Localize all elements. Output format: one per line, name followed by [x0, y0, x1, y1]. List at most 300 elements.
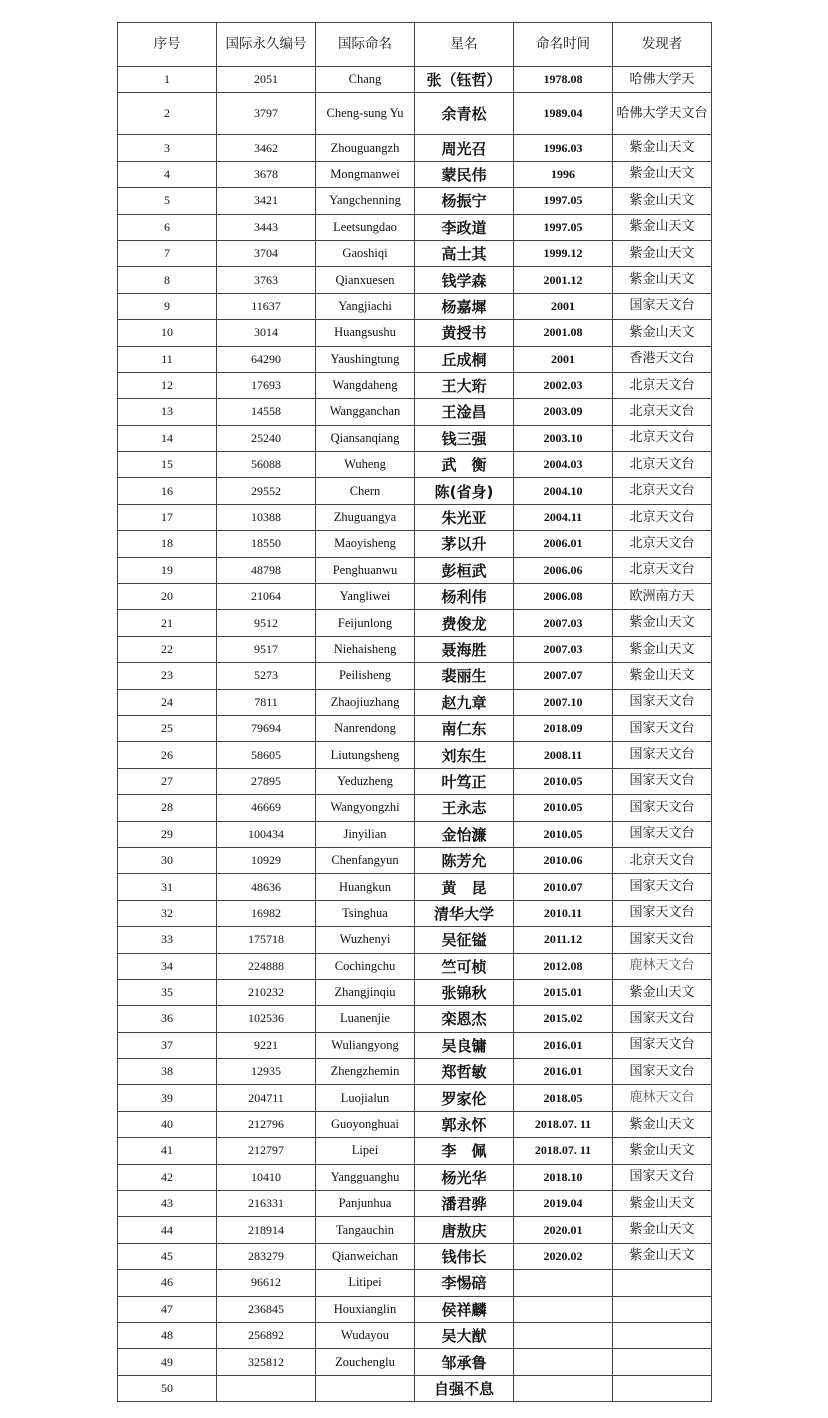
cell-discoverer: 紫金山天文: [613, 1138, 712, 1164]
cell-naming-date: 1978.08: [514, 67, 613, 93]
cell-international-name: Wuzhenyi: [316, 927, 415, 953]
cell-discoverer: 北京天文台: [613, 557, 712, 583]
cell-discoverer: 北京天文台: [613, 504, 712, 530]
cell-discoverer: 紫金山天文: [613, 1217, 712, 1243]
cell-international-name: Lipei: [316, 1138, 415, 1164]
cell-index: 22: [118, 636, 217, 662]
cell-index: 1: [118, 67, 217, 93]
cell-naming-date: 1989.04: [514, 93, 613, 135]
cell-index: 13: [118, 399, 217, 425]
cell-star-name: 清华大学: [415, 900, 514, 926]
cell-naming-date: 2007.10: [514, 689, 613, 715]
cell-star-name: 郑哲敏: [415, 1059, 514, 1085]
cell-naming-date: 2010.05: [514, 768, 613, 794]
cell-discoverer: 北京天文台: [613, 847, 712, 873]
cell-discoverer: 紫金山天文: [613, 1243, 712, 1269]
cell-index: 29: [118, 821, 217, 847]
table-row: [118, 372, 712, 398]
table-row: [118, 557, 712, 583]
cell-permanent-number: 58605: [217, 742, 316, 768]
cell-index: 32: [118, 900, 217, 926]
cell-naming-date: [514, 1375, 613, 1401]
cell-international-name: Zhangjinqiu: [316, 979, 415, 1005]
cell-star-name: 杨利伟: [415, 584, 514, 610]
cell-naming-date: 2016.01: [514, 1032, 613, 1058]
cell-permanent-number: 212796: [217, 1111, 316, 1137]
cell-discoverer: 紫金山天文: [613, 161, 712, 187]
cell-naming-date: 2010.05: [514, 795, 613, 821]
cell-naming-date: 1996.03: [514, 135, 613, 161]
cell-star-name: 潘君骅: [415, 1191, 514, 1217]
cell-permanent-number: 25240: [217, 425, 316, 451]
cell-index: 21: [118, 610, 217, 636]
cell-discoverer: 国家天文台: [613, 1032, 712, 1058]
cell-star-name: 裴丽生: [415, 663, 514, 689]
cell-star-name: 钱三强: [415, 425, 514, 451]
cell-naming-date: [514, 1322, 613, 1348]
table-row: [118, 610, 712, 636]
cell-naming-date: 2016.01: [514, 1059, 613, 1085]
cell-discoverer: 国家天文台: [613, 874, 712, 900]
cell-star-name: 聂海胜: [415, 636, 514, 662]
asteroid-naming-table: [117, 22, 712, 1402]
cell-international-name: Huangkun: [316, 874, 415, 900]
table-row: [118, 188, 712, 214]
cell-naming-date: 1999.12: [514, 240, 613, 266]
cell-star-name: 武 衡: [415, 452, 514, 478]
cell-index: 41: [118, 1138, 217, 1164]
table-row: [118, 1296, 712, 1322]
cell-star-name: 杨光华: [415, 1164, 514, 1190]
cell-permanent-number: 17693: [217, 372, 316, 398]
table-row: [118, 161, 712, 187]
cell-permanent-number: 224888: [217, 953, 316, 979]
table-row: [118, 953, 712, 979]
cell-international-name: Cochingchu: [316, 953, 415, 979]
cell-discoverer: 紫金山天文: [613, 240, 712, 266]
cell-star-name: 钱学森: [415, 267, 514, 293]
cell-permanent-number: 3704: [217, 240, 316, 266]
table-row: [118, 1270, 712, 1296]
cell-discoverer: 国家天文台: [613, 768, 712, 794]
table-row: [118, 531, 712, 557]
cell-permanent-number: 96612: [217, 1270, 316, 1296]
table-row: [118, 67, 712, 93]
table-row: [118, 504, 712, 530]
cell-permanent-number: 29552: [217, 478, 316, 504]
cell-star-name: 张（钰哲）: [415, 67, 514, 93]
cell-permanent-number: 236845: [217, 1296, 316, 1322]
cell-international-name: Leetsungdao: [316, 214, 415, 240]
cell-naming-date: 2012.08: [514, 953, 613, 979]
cell-star-name: 丘成桐: [415, 346, 514, 372]
cell-international-name: Jinyilian: [316, 821, 415, 847]
cell-naming-date: 2001.12: [514, 267, 613, 293]
header-international-name: 国际命名: [316, 23, 415, 67]
cell-naming-date: [514, 1349, 613, 1375]
cell-naming-date: 2010.11: [514, 900, 613, 926]
cell-index: 4: [118, 161, 217, 187]
table-row: [118, 135, 712, 161]
cell-permanent-number: 10929: [217, 847, 316, 873]
cell-star-name: 竺可桢: [415, 953, 514, 979]
cell-star-name: 吴大猷: [415, 1322, 514, 1348]
cell-international-name: Qianweichan: [316, 1243, 415, 1269]
cell-discoverer: 鹿林天文台: [613, 1085, 712, 1111]
cell-permanent-number: 27895: [217, 768, 316, 794]
cell-international-name: Feijunlong: [316, 610, 415, 636]
cell-international-name: Qianxuesen: [316, 267, 415, 293]
cell-index: 23: [118, 663, 217, 689]
table-row: [118, 742, 712, 768]
cell-naming-date: 2001: [514, 293, 613, 319]
cell-naming-date: 2018.09: [514, 715, 613, 741]
cell-star-name: 唐敖庆: [415, 1217, 514, 1243]
table-row: [118, 1006, 712, 1032]
cell-star-name: 侯祥麟: [415, 1296, 514, 1322]
cell-index: 17: [118, 504, 217, 530]
cell-star-name: 金怡濂: [415, 821, 514, 847]
cell-permanent-number: 18550: [217, 531, 316, 557]
table-row: [118, 768, 712, 794]
cell-international-name: Tsinghua: [316, 900, 415, 926]
cell-permanent-number: 216331: [217, 1191, 316, 1217]
cell-naming-date: 2020.02: [514, 1243, 613, 1269]
cell-international-name: Zhouguangzh: [316, 135, 415, 161]
cell-permanent-number: 79694: [217, 715, 316, 741]
table-row: [118, 1032, 712, 1058]
cell-discoverer: [613, 1349, 712, 1375]
cell-international-name: Wudayou: [316, 1322, 415, 1348]
cell-discoverer: [613, 1296, 712, 1322]
cell-discoverer: 国家天文台: [613, 1059, 712, 1085]
cell-international-name: Gaoshiqi: [316, 240, 415, 266]
cell-international-name: Wuheng: [316, 452, 415, 478]
cell-international-name: Cheng-sung Yu: [316, 93, 415, 135]
cell-international-name: Maoyisheng: [316, 531, 415, 557]
cell-naming-date: [514, 1296, 613, 1322]
cell-index: 49: [118, 1349, 217, 1375]
cell-naming-date: [514, 1270, 613, 1296]
cell-discoverer: 国家天文台: [613, 821, 712, 847]
cell-index: 8: [118, 267, 217, 293]
cell-discoverer: 欧洲南方天: [613, 584, 712, 610]
cell-permanent-number: 3763: [217, 267, 316, 293]
cell-star-name: 刘东生: [415, 742, 514, 768]
cell-permanent-number: 100434: [217, 821, 316, 847]
cell-star-name: 朱光亚: [415, 504, 514, 530]
cell-naming-date: 2007.03: [514, 636, 613, 662]
cell-international-name: Yeduzheng: [316, 768, 415, 794]
cell-discoverer: 北京天文台: [613, 372, 712, 398]
cell-discoverer: 紫金山天文: [613, 979, 712, 1005]
cell-permanent-number: 102536: [217, 1006, 316, 1032]
cell-index: 10: [118, 320, 217, 346]
cell-international-name: Mongmanwei: [316, 161, 415, 187]
cell-index: 5: [118, 188, 217, 214]
cell-naming-date: 1997.05: [514, 214, 613, 240]
cell-naming-date: 2006.08: [514, 584, 613, 610]
cell-international-name: Wangyongzhi: [316, 795, 415, 821]
cell-permanent-number: 210232: [217, 979, 316, 1005]
cell-naming-date: 2015.01: [514, 979, 613, 1005]
cell-international-name: Niehaisheng: [316, 636, 415, 662]
cell-index: 25: [118, 715, 217, 741]
cell-discoverer: [613, 1322, 712, 1348]
table-row: [118, 1375, 712, 1401]
table-row: [118, 1111, 712, 1137]
cell-naming-date: 2002.03: [514, 372, 613, 398]
cell-naming-date: 1997.05: [514, 188, 613, 214]
cell-international-name: Yangliwei: [316, 584, 415, 610]
cell-index: 48: [118, 1322, 217, 1348]
table-row: [118, 452, 712, 478]
cell-index: 35: [118, 979, 217, 1005]
cell-permanent-number: 46669: [217, 795, 316, 821]
cell-discoverer: 哈佛大学天: [613, 67, 712, 93]
table-row: [118, 663, 712, 689]
cell-naming-date: 2006.06: [514, 557, 613, 583]
table-header: [118, 23, 712, 67]
cell-international-name: Luanenjie: [316, 1006, 415, 1032]
cell-permanent-number: 11637: [217, 293, 316, 319]
cell-index: 26: [118, 742, 217, 768]
cell-permanent-number: 3443: [217, 214, 316, 240]
table-row: [118, 584, 712, 610]
cell-international-name: Houxianglin: [316, 1296, 415, 1322]
cell-star-name: 王淦昌: [415, 399, 514, 425]
cell-international-name: Guoyonghuai: [316, 1111, 415, 1137]
table-row: [118, 636, 712, 662]
table-row: [118, 1322, 712, 1348]
cell-index: 14: [118, 425, 217, 451]
table-row: [118, 874, 712, 900]
header-permanent-number: 国际永久编号: [217, 23, 316, 67]
cell-star-name: 彭桓武: [415, 557, 514, 583]
cell-discoverer: 北京天文台: [613, 425, 712, 451]
cell-index: 12: [118, 372, 217, 398]
cell-naming-date: 2018.07. 11: [514, 1138, 613, 1164]
table-body: [118, 67, 712, 1402]
cell-index: 46: [118, 1270, 217, 1296]
table-row: [118, 93, 712, 135]
cell-star-name: 赵九章: [415, 689, 514, 715]
cell-star-name: 高士其: [415, 240, 514, 266]
cell-index: 50: [118, 1375, 217, 1401]
cell-permanent-number: 218914: [217, 1217, 316, 1243]
cell-permanent-number: 7811: [217, 689, 316, 715]
cell-international-name: Chenfangyun: [316, 847, 415, 873]
cell-naming-date: 2011.12: [514, 927, 613, 953]
cell-index: 6: [118, 214, 217, 240]
table-row: [118, 425, 712, 451]
cell-naming-date: 2010.06: [514, 847, 613, 873]
table-row: [118, 821, 712, 847]
cell-index: 28: [118, 795, 217, 821]
cell-star-name: 吴征镒: [415, 927, 514, 953]
table-row: [118, 847, 712, 873]
cell-permanent-number: 283279: [217, 1243, 316, 1269]
cell-naming-date: 2001: [514, 346, 613, 372]
table-row: [118, 346, 712, 372]
cell-naming-date: 2003.09: [514, 399, 613, 425]
cell-discoverer: 国家天文台: [613, 742, 712, 768]
cell-index: 34: [118, 953, 217, 979]
cell-permanent-number: 175718: [217, 927, 316, 953]
cell-star-name: 叶笃正: [415, 768, 514, 794]
cell-international-name: Wangganchan: [316, 399, 415, 425]
cell-star-name: 陈(省身): [415, 478, 514, 504]
table-row: [118, 240, 712, 266]
cell-star-name: 蒙民伟: [415, 161, 514, 187]
table-row: [118, 1243, 712, 1269]
cell-index: 44: [118, 1217, 217, 1243]
cell-index: 7: [118, 240, 217, 266]
cell-discoverer: [613, 1375, 712, 1401]
cell-discoverer: 哈佛大学天文台: [613, 93, 712, 135]
cell-international-name: Chern: [316, 478, 415, 504]
cell-star-name: 自强不息: [415, 1375, 514, 1401]
table-row: [118, 1138, 712, 1164]
cell-star-name: 余青松: [415, 93, 514, 135]
cell-discoverer: 国家天文台: [613, 293, 712, 319]
cell-index: 3: [118, 135, 217, 161]
cell-permanent-number: 256892: [217, 1322, 316, 1348]
cell-naming-date: 2007.07: [514, 663, 613, 689]
cell-index: 39: [118, 1085, 217, 1111]
cell-star-name: 张锦秋: [415, 979, 514, 1005]
cell-index: 40: [118, 1111, 217, 1137]
cell-permanent-number: 10410: [217, 1164, 316, 1190]
cell-index: 9: [118, 293, 217, 319]
cell-index: 45: [118, 1243, 217, 1269]
cell-permanent-number: 212797: [217, 1138, 316, 1164]
cell-discoverer: [613, 1270, 712, 1296]
cell-permanent-number: 325812: [217, 1349, 316, 1375]
cell-permanent-number: 48798: [217, 557, 316, 583]
table-row: [118, 927, 712, 953]
cell-permanent-number: 204711: [217, 1085, 316, 1111]
cell-discoverer: 北京天文台: [613, 452, 712, 478]
cell-index: 43: [118, 1191, 217, 1217]
cell-index: 38: [118, 1059, 217, 1085]
cell-discoverer: 国家天文台: [613, 795, 712, 821]
cell-star-name: 杨嘉墀: [415, 293, 514, 319]
cell-international-name: Litipei: [316, 1270, 415, 1296]
header-index: 序号: [118, 23, 217, 67]
table-row: [118, 1164, 712, 1190]
cell-index: 16: [118, 478, 217, 504]
cell-naming-date: 2018.10: [514, 1164, 613, 1190]
cell-international-name: Tangauchin: [316, 1217, 415, 1243]
cell-permanent-number: 3797: [217, 93, 316, 135]
cell-naming-date: 2007.03: [514, 610, 613, 636]
cell-star-name: 李 佩: [415, 1138, 514, 1164]
cell-star-name: 吴良镛: [415, 1032, 514, 1058]
cell-index: 15: [118, 452, 217, 478]
cell-discoverer: 香港天文台: [613, 346, 712, 372]
cell-naming-date: 2010.07: [514, 874, 613, 900]
cell-star-name: 杨振宁: [415, 188, 514, 214]
cell-international-name: Zhengzhemin: [316, 1059, 415, 1085]
cell-permanent-number: 64290: [217, 346, 316, 372]
cell-permanent-number: 3678: [217, 161, 316, 187]
cell-international-name: Yangchenning: [316, 188, 415, 214]
cell-international-name: Zouchenglu: [316, 1349, 415, 1375]
cell-index: 24: [118, 689, 217, 715]
cell-naming-date: 2001.08: [514, 320, 613, 346]
cell-index: 47: [118, 1296, 217, 1322]
cell-discoverer: 鹿林天文台: [613, 953, 712, 979]
header-naming-date: 命名时间: [514, 23, 613, 67]
cell-star-name: 李政道: [415, 214, 514, 240]
table-row: [118, 900, 712, 926]
cell-index: 18: [118, 531, 217, 557]
cell-discoverer: 紫金山天文: [613, 610, 712, 636]
cell-index: 19: [118, 557, 217, 583]
cell-discoverer: 北京天文台: [613, 399, 712, 425]
cell-star-name: 茅以升: [415, 531, 514, 557]
cell-international-name: Yaushingtung: [316, 346, 415, 372]
header-discoverer: 发现者: [613, 23, 712, 67]
cell-discoverer: 紫金山天文: [613, 1111, 712, 1137]
table-row: [118, 1191, 712, 1217]
cell-naming-date: 2018.07. 11: [514, 1111, 613, 1137]
cell-discoverer: 紫金山天文: [613, 188, 712, 214]
cell-star-name: 费俊龙: [415, 610, 514, 636]
cell-discoverer: 紫金山天文: [613, 636, 712, 662]
cell-naming-date: 2008.11: [514, 742, 613, 768]
cell-permanent-number: 9517: [217, 636, 316, 662]
cell-discoverer: 紫金山天文: [613, 267, 712, 293]
cell-index: 30: [118, 847, 217, 873]
table-row: [118, 478, 712, 504]
cell-international-name: Zhaojiuzhang: [316, 689, 415, 715]
table-row: [118, 689, 712, 715]
cell-permanent-number: 10388: [217, 504, 316, 530]
cell-permanent-number: 5273: [217, 663, 316, 689]
cell-discoverer: 国家天文台: [613, 900, 712, 926]
cell-permanent-number: 3421: [217, 188, 316, 214]
cell-international-name: Zhuguangya: [316, 504, 415, 530]
cell-permanent-number: 9512: [217, 610, 316, 636]
cell-permanent-number: 48636: [217, 874, 316, 900]
cell-star-name: 陈芳允: [415, 847, 514, 873]
cell-star-name: 王永志: [415, 795, 514, 821]
header-star-name: 星名: [415, 23, 514, 67]
table-row: [118, 267, 712, 293]
cell-discoverer: 国家天文台: [613, 689, 712, 715]
table-row: [118, 1059, 712, 1085]
cell-index: 33: [118, 927, 217, 953]
cell-discoverer: 紫金山天文: [613, 320, 712, 346]
table-row: [118, 795, 712, 821]
cell-permanent-number: 21064: [217, 584, 316, 610]
cell-discoverer: 北京天文台: [613, 531, 712, 557]
cell-permanent-number: 56088: [217, 452, 316, 478]
cell-international-name: Chang: [316, 67, 415, 93]
cell-star-name: 黄授书: [415, 320, 514, 346]
cell-international-name: Panjunhua: [316, 1191, 415, 1217]
cell-star-name: 周光召: [415, 135, 514, 161]
cell-discoverer: 北京天文台: [613, 478, 712, 504]
table-row: [118, 1217, 712, 1243]
cell-international-name: Nanrendong: [316, 715, 415, 741]
cell-star-name: 罗家伦: [415, 1085, 514, 1111]
cell-star-name: 李惕碚: [415, 1270, 514, 1296]
cell-index: 11: [118, 346, 217, 372]
cell-index: 2: [118, 93, 217, 135]
